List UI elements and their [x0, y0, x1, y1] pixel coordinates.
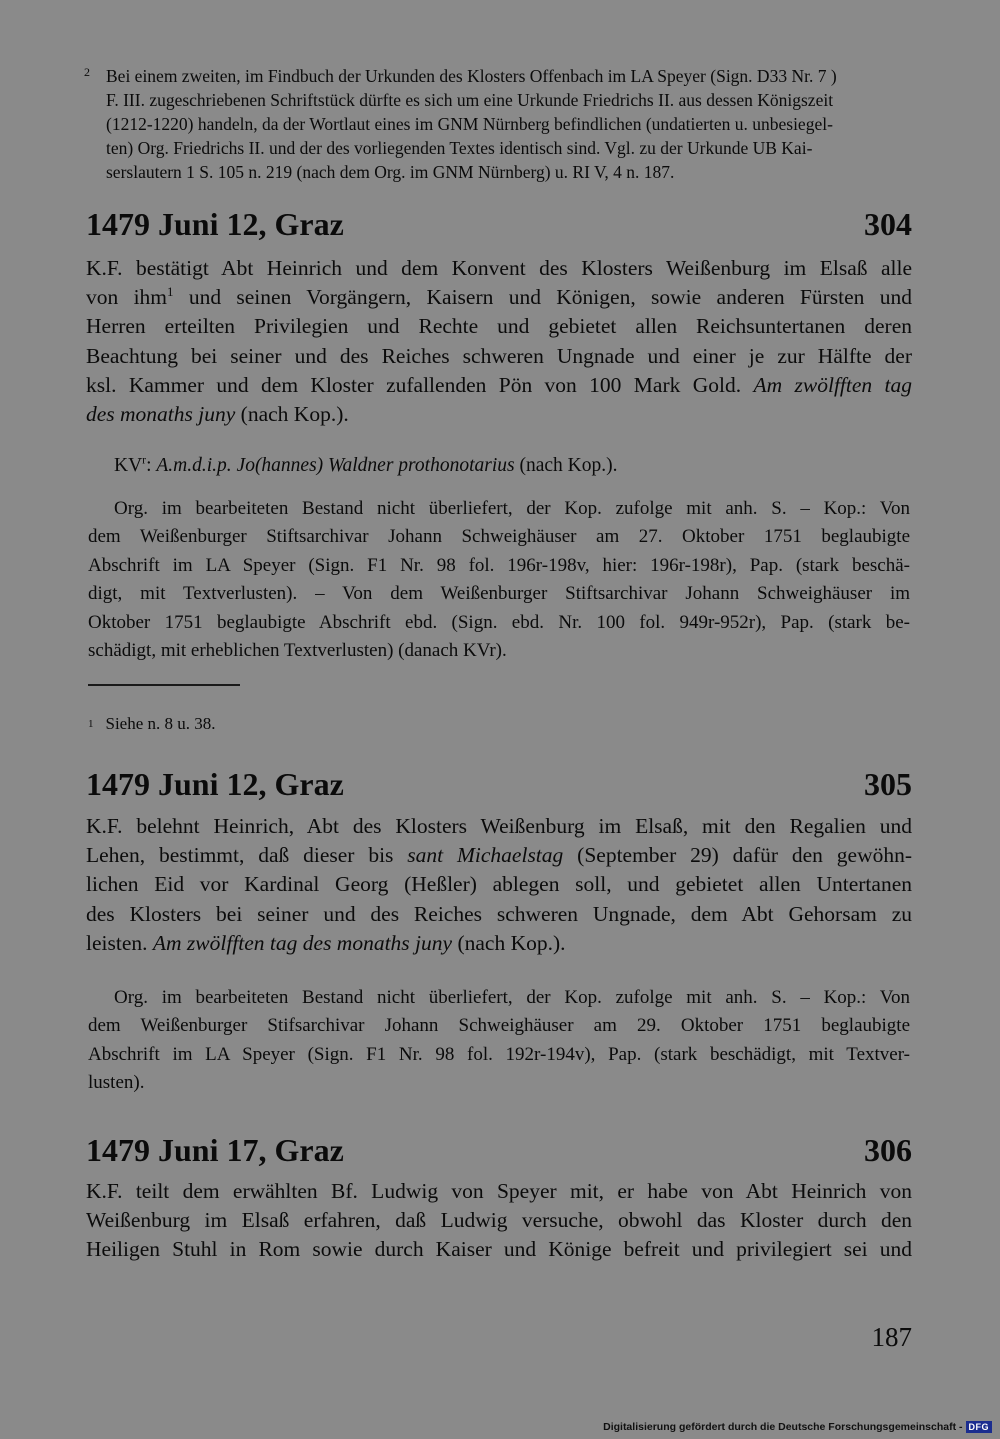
footnote-line: F. III. zugeschriebenen Schriftstück dürfte es sich um eine Urkunde Friedrichs II. aus dessen Königszeit	[106, 90, 834, 110]
quote-text: des monaths juny	[86, 402, 236, 427]
regest-line: des Klosters bei seiner und des Reiches schweren Ungnade, dem Abt Gehorsam zu	[86, 901, 912, 926]
regest-305	[86, 812, 912, 958]
regest-line: Beachtung bei seiner und des Reiches schweren Ungnade und einer je zur Hälfte der	[86, 343, 912, 368]
footnote-marker: 2	[84, 65, 90, 79]
note-line: lusten).	[88, 1072, 145, 1094]
regest-304	[86, 254, 912, 429]
dfg-logo-icon: DFG	[966, 1421, 993, 1433]
footnote-text: Siehe n. 8 u. 38.	[105, 714, 216, 733]
regest-text: Lehen, bestimmt, daß dieser bis	[86, 843, 408, 868]
notes-304	[88, 495, 910, 665]
funding-footer	[603, 1421, 992, 1433]
footnote-line: serslautern 1 S. 105 n. 219 (nach dem Org. im GNM Nürnberg) u. RI V, 4 n. 187.	[106, 162, 675, 182]
kv-note-304	[88, 452, 910, 480]
footnote-marker: 1	[88, 718, 94, 730]
kv-line	[88, 452, 910, 480]
quote-text: Am zwölfften tag des monaths juny	[152, 930, 453, 955]
kv-italic: A.m.d.i.p. Jo(hannes) Waldner prothonotarius	[156, 455, 515, 476]
regest-line	[86, 929, 912, 958]
regest-line: Herren erteilten Privilegien und Rechte und gebietet allen Reichsuntertanen deren	[86, 314, 912, 339]
entry-date: 1479 Juni 17, Graz	[86, 1132, 344, 1168]
regest-text: und seinen Vorgängern, Kaisern und Königen, sowie anderen Fürsten und	[173, 285, 912, 310]
note-line: Org. im bearbeiteten Bestand nicht überliefert, der Kop. zufolge mit anh. S. – Kop.: Von	[114, 987, 910, 1008]
footnote-line: ten) Org. Friedrichs II. und der des vorliegenden Textes identisch sind. Vgl. zu der Urkunde UB Kai-	[106, 138, 813, 158]
entry-number: 304	[864, 206, 912, 242]
page-number: 187	[871, 1322, 912, 1352]
kv-label: KV	[114, 455, 143, 476]
note-line: Org. im bearbeiteten Bestand nicht überliefert, der Kop. zufolge mit anh. S. – Kop.: Von	[114, 498, 910, 519]
entry-number: 306	[864, 1132, 912, 1168]
quote-text: Am zwölfften tag	[753, 372, 912, 397]
regest-text: von ihm	[86, 285, 168, 310]
footnote-ref: 1	[167, 285, 174, 300]
regest-text: (nach Kop.).	[235, 402, 349, 427]
note-line: digt, mit Textverlusten). – Von dem Weißenburger Stiftsarchivar Johann Schweighäuser im	[88, 583, 910, 605]
footnote-304	[88, 712, 216, 736]
note-line: dem Weißenburger Stiftsarchivar Johann Schweighäuser am 27. Oktober 1751 beglaubigte	[88, 526, 910, 548]
notes-305	[88, 984, 910, 1098]
regest-text: ksl. Kammer und dem Kloster zufallenden Pön von 100 Mark Gold.	[86, 372, 754, 397]
note-line: Abschrift im LA Speyer (Sign. F1 Nr. 98 fol. 196r-198v, hier: 196r-198r), Pap. (stark beschä-	[88, 554, 910, 576]
regest-line	[86, 371, 912, 400]
entry-date: 1479 Juni 12, Graz	[86, 766, 344, 802]
regest-text: leisten.	[86, 930, 153, 955]
regest-line	[86, 283, 912, 312]
regest-line: K.F. teilt dem erwählten Bf. Ludwig von Speyer mit, er habe von Abt Heinrich von	[86, 1179, 912, 1203]
footnote-line: Bei einem zweiten, im Findbuch der Urkunden des Klosters Offenbach im LA Speyer (Sign. D33 Nr. 7 )	[106, 66, 837, 86]
note-line: Abschrift im LA Speyer (Sign. F1 Nr. 98 fol. 192r-194v), Pap. (stark beschädigt, mit Textver-	[88, 1043, 910, 1065]
regest-line: lichen Eid vor Kardinal Georg (Heßler) ablegen soll, und gebietet allen Untertanen	[86, 872, 912, 897]
regest-line	[86, 400, 912, 429]
kv-colon: :	[146, 455, 157, 476]
footer-text: Digitalisierung gefördert durch die Deutsche Forschungsgemeinschaft -	[603, 1421, 963, 1433]
quote-text: sant Michaelstag	[407, 843, 564, 868]
regest-line: K.F. belehnt Heinrich, Abt des Klosters Weißenburg im Elsaß, mit den Regalien und	[86, 814, 912, 838]
note-line: dem Weißenburger Stifsarchivar Johann Schweighäuser am 29. Oktober 1751 beglaubigte	[88, 1015, 910, 1037]
regest-line: Heiligen Stuhl in Rom sowie durch Kaiser und Könige befreit und privilegiert sei und	[86, 1237, 912, 1262]
entry-number: 305	[864, 766, 912, 802]
note-line: Oktober 1751 beglaubigte Abschrift ebd. (Sign. ebd. Nr. 100 fol. 949r-952r), Pap. (stark be-	[88, 611, 910, 633]
regest-line: Weißenburg im Elsaß erfahren, daß Ludwig versuche, obwohl das Kloster durch den	[86, 1208, 912, 1233]
note-line: schädigt, mit erheblichen Textverlusten) (danach KVr).	[88, 640, 507, 662]
kv-sup: r	[142, 453, 147, 467]
regest-text: (September 29) dafür den gewöhn-	[563, 843, 913, 868]
regest-line	[86, 841, 912, 870]
footnote-line: (1212-1220) handeln, da der Wortlaut eines im GNM Nürnberg befindlichen (undatierten u. unbesiegel-	[106, 114, 833, 134]
footnote-divider	[88, 684, 240, 686]
entry-date: 1479 Juni 12, Graz	[86, 206, 344, 242]
footnote-top	[84, 64, 910, 184]
regest-306	[86, 1177, 912, 1265]
kv-rest: (nach Kop.).	[514, 455, 618, 476]
regest-text: (nach Kop.).	[452, 930, 566, 955]
regest-line: K.F. bestätigt Abt Heinrich und dem Konvent des Klosters Weißenburg im Elsaß alle	[86, 256, 912, 280]
